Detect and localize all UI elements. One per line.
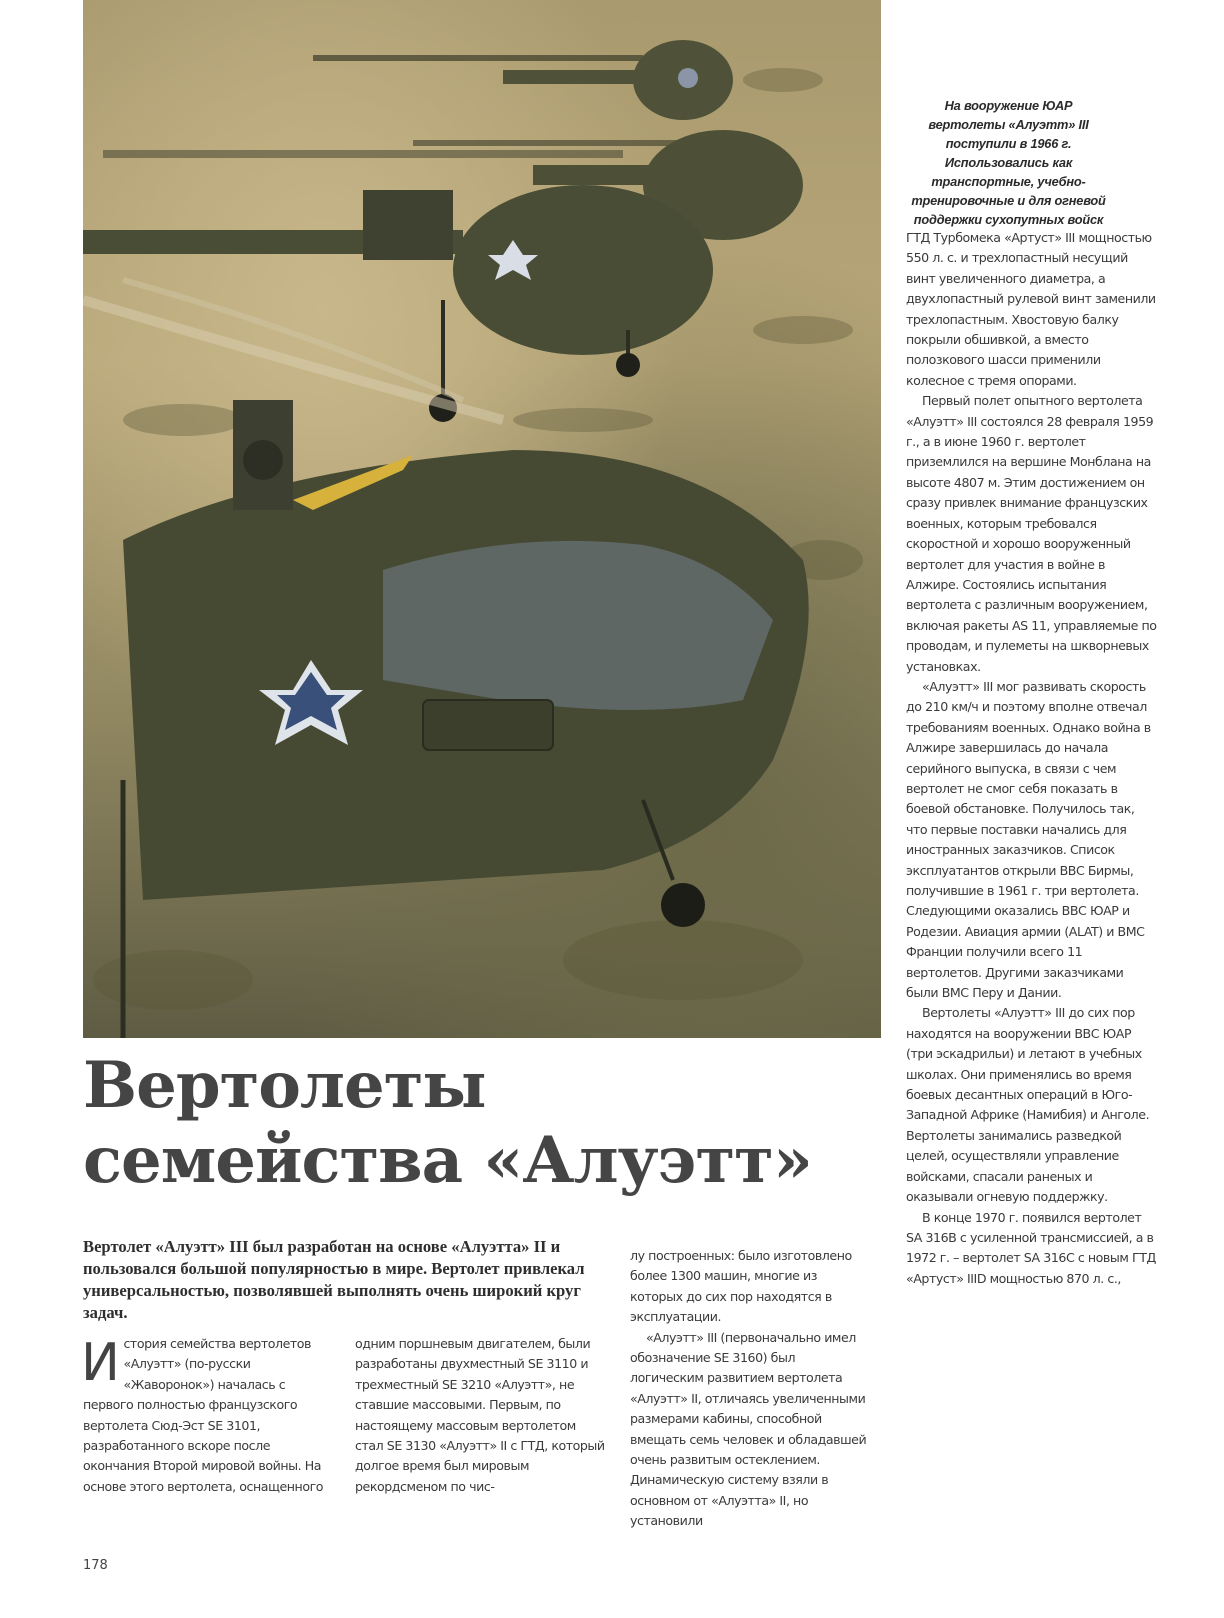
- column-4-paragraph-5: В конце 1970 г. появился вертолет SA 316B с усиленной трансмиссией, а в 1972 г. – вертолет SA 316C с новым ГТД «Артуст» IIID мощностью 870 л. с.,: [906, 1209, 1156, 1286]
- column-4-paragraph-3: «Алуэтт» III мог развивать скорость до 210 км/ч и поэтому вполне отвечал требованиям военных. Однако война в Алжире завершилась до начала серийного выпуска, в связи с чем вертолет не смог себя показать в боевой обстановке. Получилось так, что первые поставки начались для иностранных заказчиков. Список эксплуатантов открыли ВВС Бирмы, получившие в 1961 г. три вертолета. Следующими оказались ВВС ЮАР и Родезии. Авиация армии (ALAT) и ВМС Франции получили всего 11 вертолетов. Другими заказчиками были ВМС Перу и Дании.: [906, 678, 1151, 1001]
- column-1-text: стория семейства вертолетов «Алуэтт» (по-русски «Жаворонок») началась с первого полностью французского вертолета Сюд-Эст SE 3101, разработанного вскоре после окончания Второй мировой войны. На основе этого вертолета, оснащенного: [83, 1336, 324, 1494]
- title-line-1: Вертолеты: [83, 1048, 486, 1123]
- helicopter-far: [313, 40, 733, 120]
- body-column-4: [906, 228, 1158, 1289]
- body-column-3: [630, 1246, 870, 1532]
- lead-paragraph: Вертолет «Алуэтт» III был разработан на основе «Алуэтта» II и пользовался большой популярностью в мире. Вертолет привлекал универсальностью, позволявшей выполнять очень широкий круг задач.: [83, 1237, 585, 1322]
- column-4-paragraph-2: Первый полет опытного вертолета «Алуэтт» III состоялся 28 февраля 1959 г., а в июне 1960 г. вертолет приземлился на вершине Монблана на высоте 4807 м. Этим достижением он сразу привлек внимание французских военных, которым требовался скоростной и хорошо вооруженный вертолет для участия в войне в Алжире. Состоялись испытания вертолета с различным вооружением, включая ракеты AS 11, управляемые по проводам, и пулеметы на шкворневых установках.: [906, 393, 1157, 674]
- column-4-paragraph-4: Вертолеты «Алуэтт» III до сих пор находятся на вооружении ВВС ЮАР (три эскадрильи) и летают в учебных школах. Они применялись во время боевых десантных операций в Юго-Западной Африке (Намибия) и Анголе. Вертолеты занимались разведкой целей, осуществляли управление войсками, спасали раненых и оказывали огневую поддержку.: [906, 1005, 1150, 1205]
- column-3-paragraph-2: «Алуэтт» III (первоначально имел обозначение SE 3160) был логическим развитием вертолета «Алуэтт» II, отличаясь увеличенными размерами кабины, способной вмещать семь человек и обладавшей очень развитым остеклением. Динамическую систему взяли в основном от «Алуэтта» II, но установили: [630, 1329, 867, 1529]
- column-2-text: одним поршневым двигателем, были разработаны двухместный SE 3110 и трехместный SE 3210 «Алуэтт», не ставшие массовыми. Первым, по настоящему массовым вертолетом стал SE 3130 «Алуэтт» II с ГТД, который долгое время был мировым рекордсменом по чис-: [355, 1336, 605, 1494]
- helicopter-third: [83, 150, 713, 422]
- drop-cap: И: [81, 1333, 120, 1393]
- photo-caption: На вооружение ЮАР вертолеты «Алуэтт» III поступили в 1966 г. Использовались как транспортные, учебно-тренировочные и для огневой поддержки сухопутных войск: [911, 98, 1106, 227]
- body-column-1: [83, 1334, 328, 1497]
- helicopters-illustration: [83, 0, 881, 1038]
- column-3-paragraph-1: лу построенных: было изготовлено более 1300 машин, многие из которых до сих пор находятся в эксплуатации.: [630, 1248, 852, 1325]
- article-title: [83, 1048, 863, 1198]
- column-4-paragraph-1: ГТД Турбомека «Артуст» III мощностью 550 л. с. и трехлопастный несущий винт увеличенного диаметра, а двухлопастный рулевой винт заменили трехлопастным. Хвостовую балку покрыли обшивкой, а вместо полозкового шасси применили колесное с тремя опорами.: [906, 230, 1156, 388]
- page-number: 178: [83, 1558, 108, 1573]
- body-column-2: [355, 1334, 607, 1497]
- title-line-2: семейства «Алуэтт»: [83, 1123, 812, 1198]
- helicopters-photo: [83, 0, 881, 1038]
